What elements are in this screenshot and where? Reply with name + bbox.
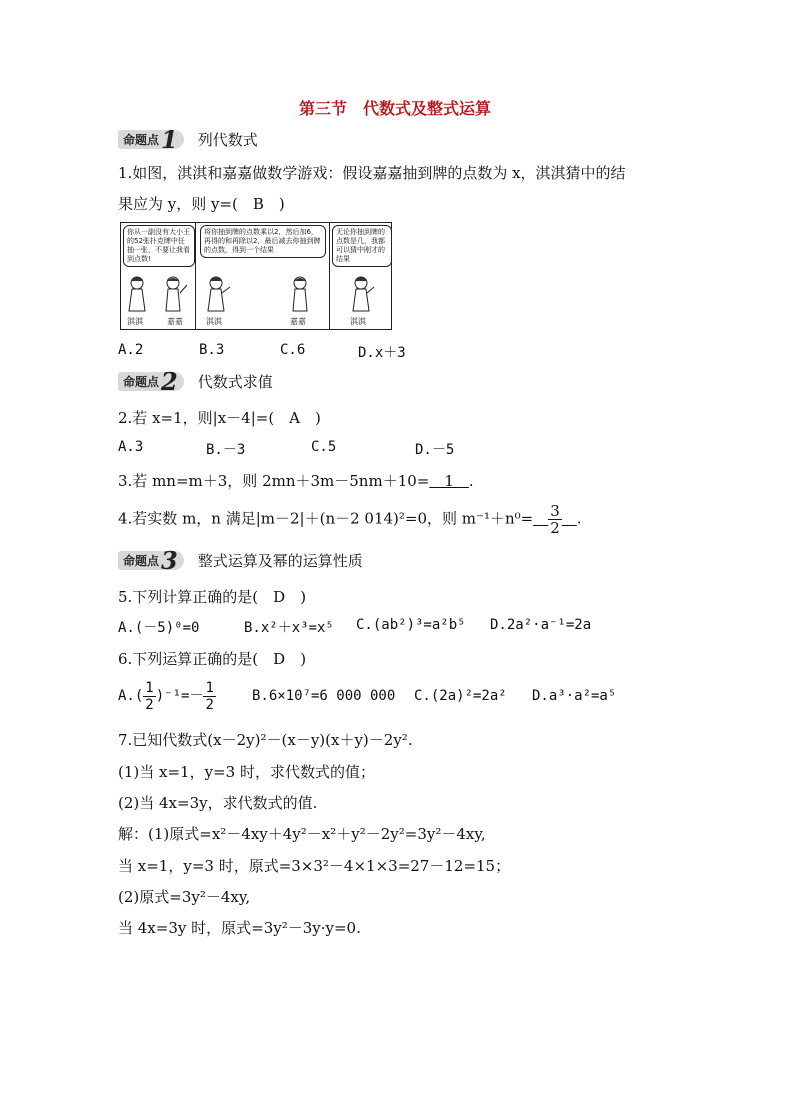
q5-option-a: A.(－5)⁰=0 bbox=[118, 620, 200, 636]
comic-strip bbox=[120, 222, 392, 330]
speech-bubble-1: 你从一副没有大小王的52张扑克牌中任抽一张，不要让我看到点数! bbox=[123, 225, 195, 267]
speech-bubble-2: 将你抽到牌的点数乘以2，然后加6，再得的和再除以2，最后减去你抽到牌的点数，得到一个结果 bbox=[200, 225, 326, 258]
badge-box bbox=[118, 125, 184, 154]
q6-option-c: C.(2a)²=2a² bbox=[414, 688, 507, 704]
badge-text: 命题点 bbox=[123, 133, 160, 147]
name-jiajia: 嘉嘉 bbox=[167, 317, 183, 326]
badge-box bbox=[118, 546, 184, 575]
q1-line2: 果应为 y，则 y=( B ) bbox=[118, 195, 285, 213]
q6-stem: 6.下列运算正确的是( D ) bbox=[118, 650, 307, 668]
comic-panel-2 bbox=[196, 223, 330, 329]
q7-solution-line1: 解：(1)原式=x²－4xy＋4y²－x²＋y²－2y²=3y²－4xy, bbox=[118, 825, 486, 843]
badge-number: 1 bbox=[161, 125, 178, 154]
q7-stem: 7.已知代数式(x－2y)²－(x－y)(x＋y)－2y². bbox=[118, 731, 413, 749]
q3-stem bbox=[118, 470, 474, 491]
topic-badge-2 bbox=[118, 367, 273, 396]
children-figures bbox=[123, 275, 193, 315]
q3-end: . bbox=[468, 472, 474, 490]
q1-option-a: A.2 bbox=[118, 342, 144, 358]
q7-solution-line4: 当 4x=3y 时，原式=3y²－3y·y=0. bbox=[118, 919, 361, 937]
topic-badge-3 bbox=[118, 546, 363, 575]
q5-option-b: B.x²＋x³=x⁵ bbox=[244, 620, 334, 636]
q2-option-b: B.－3 bbox=[206, 442, 246, 458]
q6-option-a: A.( $\frac{1}{2}$ )⁻¹=－ $\frac{1}{2}$ bbox=[118, 679, 214, 713]
q3-answer: 1 bbox=[429, 472, 469, 490]
q7-sub1: (1)当 x=1，y=3 时，求代数式的值； bbox=[118, 763, 375, 781]
q5-option-c: C.(ab²)³=a²b⁵ bbox=[356, 617, 466, 633]
q1-option-b: B.3 bbox=[199, 342, 225, 358]
badge-label: 列代数式 bbox=[197, 131, 258, 149]
topic-badge-1 bbox=[118, 125, 258, 154]
q4-answer-fraction: $\frac{3}{2}$ bbox=[550, 502, 560, 537]
children-figures bbox=[200, 275, 325, 315]
q6-option-d: D.a³·a²=a⁵ bbox=[532, 688, 617, 704]
q1-option-d: D.x＋3 bbox=[358, 345, 406, 361]
q2-option-a: A.3 bbox=[118, 439, 144, 455]
badge-number: 2 bbox=[161, 367, 178, 396]
badge-label: 整式运算及幂的运算性质 bbox=[197, 552, 363, 570]
q7-solution-line3: (2)原式=3y²－4xy, bbox=[118, 888, 251, 906]
badge-number: 3 bbox=[161, 546, 178, 575]
q5-stem: 5.下列计算正确的是( D ) bbox=[118, 588, 307, 606]
q2-stem: 2.若 x=1，则|x－4|=( A ) bbox=[118, 409, 321, 427]
badge-text: 命题点 bbox=[123, 554, 160, 568]
q7-sub2: (2)当 4x=3y，求代数式的值. bbox=[118, 794, 318, 812]
q4-stem: 4.若实数 m，n 满足|m－2|＋(n－2 014)²=0，则 m⁻¹＋n⁰= $\frac{3}{2}$ . bbox=[118, 502, 582, 537]
name-qiqi: 淇淇 bbox=[127, 317, 143, 326]
q1-option-c: C.6 bbox=[280, 342, 306, 358]
page-title: 第三节 代数式及整式运算 bbox=[298, 99, 491, 118]
speech-bubble-3: 无论你抽到牌的点数是几，我都可以猜中刚才的结果 bbox=[332, 225, 392, 267]
q2-option-c: C.5 bbox=[311, 439, 337, 455]
badge-text: 命题点 bbox=[123, 375, 160, 389]
q7-solution-line2: 当 x=1，y=3 时，原式=3×3²－4×1×3=27－12=15； bbox=[118, 857, 511, 875]
name-qiqi: 淇淇 bbox=[350, 317, 366, 326]
name-qiqi: 淇淇 bbox=[206, 317, 222, 326]
q1-line1: 1.如图，淇淇和嘉嘉做数学游戏：假设嘉嘉抽到牌的点数为 x，淇淇猜中的结 bbox=[118, 164, 626, 182]
q3-text: 3.若 mn=m＋3，则 2mn＋3m－5nm＋10= bbox=[118, 472, 430, 490]
q4-text: 4.若实数 m，n 满足|m－2|＋(n－2 014)²=0，则 m⁻¹＋n⁰= bbox=[118, 509, 534, 528]
q6-option-b: B.6×10⁷=6 000 000 bbox=[252, 688, 396, 704]
q5-option-d: D.2a²·a⁻¹=2a bbox=[490, 617, 592, 633]
badge-box bbox=[118, 367, 184, 396]
fraction: $\frac{1}{2}$ bbox=[205, 679, 214, 713]
comic-panel-3 bbox=[330, 223, 391, 329]
child-figure bbox=[336, 275, 386, 315]
q2-option-d: D.－5 bbox=[415, 442, 455, 458]
comic-panel-1 bbox=[121, 223, 196, 329]
badge-label: 代数式求值 bbox=[197, 373, 273, 391]
fraction: $\frac{1}{2}$ bbox=[145, 679, 154, 713]
name-jiajia: 嘉嘉 bbox=[290, 317, 306, 326]
